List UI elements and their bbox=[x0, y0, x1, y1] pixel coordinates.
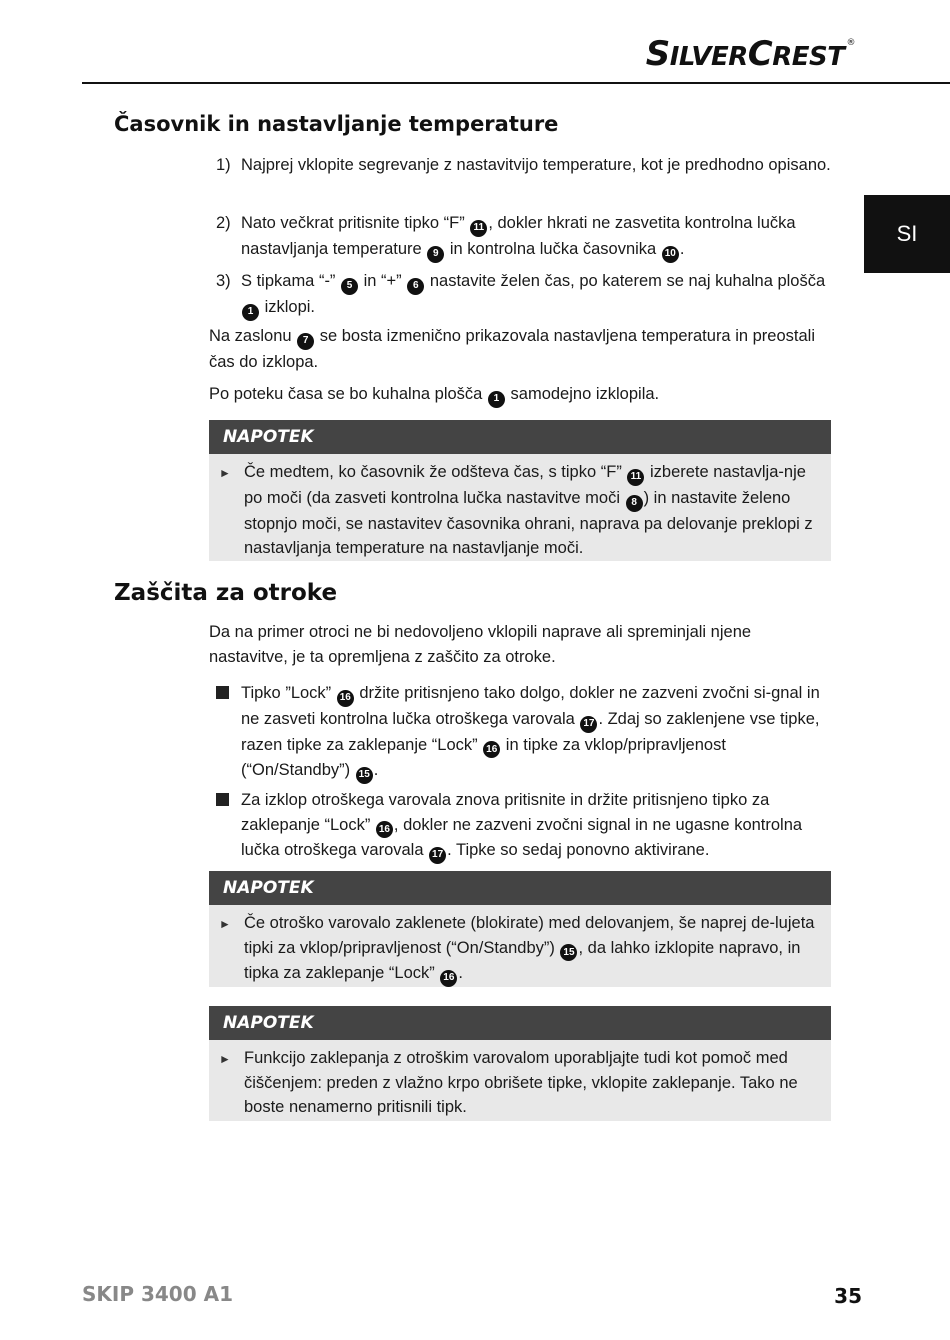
text-segment: ) in nastavite želeno stopnjo moči, se nastavitev časovnika ohrani, naprava pa delovanje preklopi z nastavljanja temperature na nastavljanje moči. bbox=[244, 488, 813, 557]
step-number: 3) bbox=[216, 272, 231, 290]
section-title-timer: Časovnik in nastavljanje temperature bbox=[114, 112, 559, 136]
text-segment: Če medtem, ko časovnik že odšteva čas, s tipko “F” bbox=[244, 463, 627, 481]
part-number-16-icon: 16 bbox=[337, 690, 354, 707]
text-segment: Tipko ”Lock” bbox=[241, 684, 336, 702]
arrow-icon: ► bbox=[219, 917, 231, 931]
step-number: 1) bbox=[216, 156, 231, 174]
text-segment: Za izklop otroškega varovala znova pritisnite in držite pritisnjeno tipko za zaklepanje “Lock” bbox=[241, 791, 770, 834]
note-title: NAPOTEK bbox=[209, 871, 831, 905]
part-number-8-icon: 8 bbox=[626, 495, 643, 512]
note-title: NAPOTEK bbox=[209, 1006, 831, 1040]
part-number-1-icon: 1 bbox=[488, 391, 505, 408]
text-segment: . bbox=[373, 761, 379, 780]
step-text bbox=[241, 153, 836, 178]
text-segment: izklopi. bbox=[260, 297, 316, 316]
part-number-17-icon: 17 bbox=[429, 847, 446, 864]
text-segment: S tipkama “-” bbox=[241, 272, 341, 290]
bullet-item-lock bbox=[216, 681, 836, 784]
text-segment: samodejno izklopila. bbox=[505, 385, 660, 403]
note-title: NAPOTEK bbox=[209, 420, 831, 454]
bullet-text bbox=[241, 681, 836, 784]
language-tab: SI bbox=[864, 195, 950, 273]
text-segment: . bbox=[458, 964, 463, 983]
note-text bbox=[244, 1046, 819, 1120]
bullet-item-unlock bbox=[216, 788, 836, 864]
part-number-16-icon: 16 bbox=[483, 741, 500, 758]
part-number-6-icon: 6 bbox=[407, 278, 424, 295]
step-3 bbox=[216, 269, 836, 321]
part-number-11-icon: 11 bbox=[470, 220, 487, 237]
text-segment: . Tipke so sedaj ponovno aktivirane. bbox=[447, 841, 710, 860]
step-text bbox=[241, 211, 836, 263]
text-segment: se bosta izmenično prikazovala nastavljena temperatura in preostali čas do izklopa. bbox=[209, 327, 815, 371]
square-bullet-icon bbox=[216, 788, 241, 864]
text-segment: , da lahko izklopite napravo, in tipka za zaklepanje “Lock” bbox=[244, 938, 801, 983]
bullet-text bbox=[241, 788, 836, 864]
text-segment: in kontrolna lučka časovnika bbox=[445, 239, 661, 258]
note-box-timer bbox=[209, 420, 831, 561]
text-segment: Če otroško varovalo zaklenete (blokirate) med delovanjem, še naprej de-lujeta tipki za vklop/pripravljenost (“On/Standby”) bbox=[244, 914, 815, 957]
text-segment: Nato večkrat pritisnite tipko “F” bbox=[241, 214, 470, 232]
text-segment: , dokler ne zazveni zvočni signal in ne ugasne kontrolna lučka otroškega varovala bbox=[241, 815, 803, 860]
text-segment: Najprej vklopite segrevanje z nastavitvijo temperature, kot je predhodno opisano. bbox=[241, 156, 831, 174]
header-rule bbox=[82, 82, 950, 84]
text-segment: Funkcijo zaklepanja z otroškim varovalom uporabljajte tudi kot pomoč med čiščenjem: preden z vlažno krpo obrišete tipke, vklopite zaklepanje. Tako ne boste nenamerno pritisnili tipk. bbox=[244, 1049, 798, 1116]
text-segment: držite pritisnjeno tako dolgo, dokler ne zazveni zvočni si-gnal in ne zasveti kontrolna lučka otroškega varovala bbox=[241, 684, 820, 728]
part-number-17-icon: 17 bbox=[580, 716, 597, 733]
step-number: 2) bbox=[216, 214, 231, 232]
brand-logo: SILVERCREST ® bbox=[645, 34, 855, 74]
note-box-standby bbox=[209, 871, 831, 987]
text-segment: Po poteku časa se bo kuhalna plošča bbox=[209, 385, 487, 403]
footer-model: SKIP 3400 A1 bbox=[82, 1282, 233, 1306]
text-segment: in “+” bbox=[359, 272, 407, 290]
step-text bbox=[241, 269, 836, 321]
arrow-icon: ► bbox=[219, 1052, 231, 1066]
text-segment: izberete nastavlja-nje po moči (da zasveti kontrolna lučka nastavitve moči bbox=[244, 463, 806, 507]
note-text bbox=[244, 460, 819, 561]
part-number-16-icon: 16 bbox=[376, 821, 393, 838]
part-number-15-icon: 15 bbox=[560, 944, 577, 961]
arrow-icon: ► bbox=[219, 466, 231, 480]
note-box-cleaning bbox=[209, 1006, 831, 1121]
section-title-child-lock: Zaščita za otroke bbox=[114, 580, 338, 606]
paragraph-intro: Da na primer otroci ne bi nedovoljeno vklopili naprave ali spreminjali njene nastavitve, je ta opremljena z zaščito za otroke. bbox=[209, 623, 752, 666]
step-2 bbox=[216, 211, 836, 263]
part-number-1-icon: 1 bbox=[242, 304, 259, 321]
paragraph-display bbox=[209, 324, 819, 374]
part-number-10-icon: 10 bbox=[662, 246, 679, 263]
text-segment: Na zaslonu bbox=[209, 327, 297, 345]
part-number-9-icon: 9 bbox=[427, 246, 444, 263]
text-segment: nastavite želen čas, po katerem se naj kuhalna plošča bbox=[425, 272, 826, 290]
text-segment: . bbox=[679, 239, 685, 258]
text-segment: in tipke za vklop/pripravljenost (“On/Standby”) bbox=[241, 735, 726, 780]
paragraph-auto-off bbox=[209, 382, 831, 408]
part-number-16-icon: 16 bbox=[440, 970, 457, 987]
part-number-11-icon: 11 bbox=[627, 469, 644, 486]
part-number-5-icon: 5 bbox=[341, 278, 358, 295]
step-1 bbox=[216, 153, 836, 178]
text-segment: , dokler hkrati ne zasvetita kontrolna lučka nastavljanja temperature bbox=[241, 214, 796, 258]
part-number-15-icon: 15 bbox=[356, 767, 373, 784]
square-bullet-icon bbox=[216, 681, 241, 784]
page-number: 35 bbox=[834, 1284, 862, 1308]
note-text bbox=[244, 911, 819, 987]
text-segment: . Zdaj so zaklenjene vse tipke, razen tipke za zaklepanje “Lock” bbox=[241, 709, 820, 754]
part-number-7-icon: 7 bbox=[297, 333, 314, 350]
